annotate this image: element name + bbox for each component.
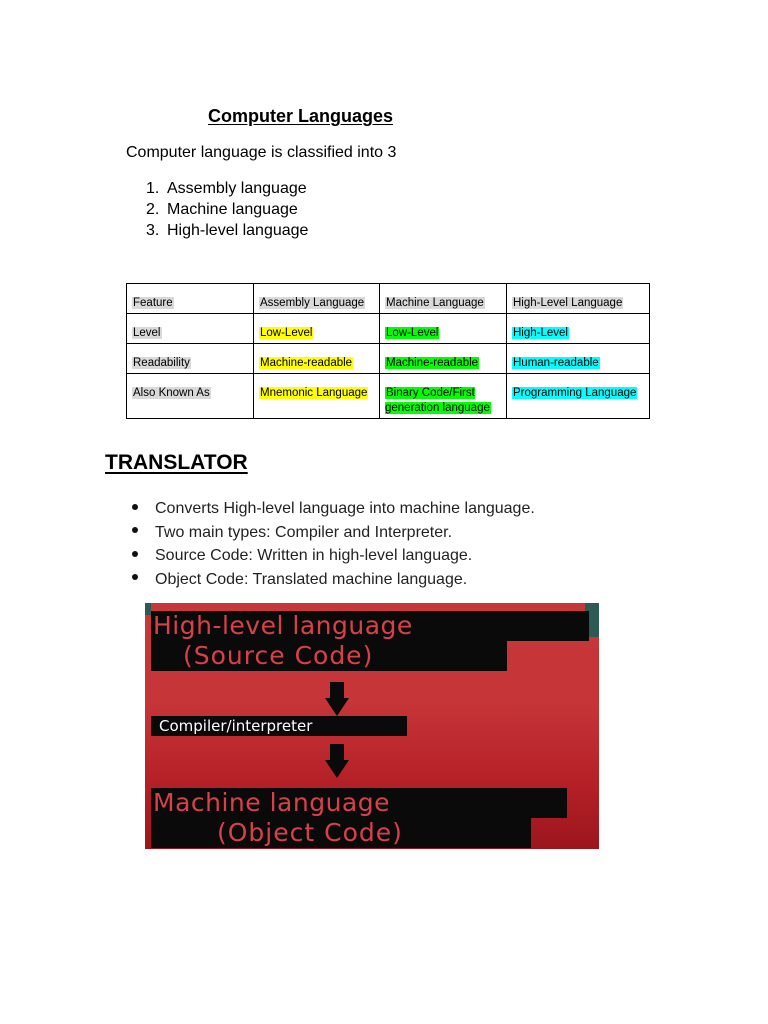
language-list [146, 178, 308, 241]
table-header-cell: Assembly Language [254, 284, 380, 314]
intro-text: Computer language is classified into 3 [126, 144, 397, 161]
bullet-icon [132, 527, 138, 533]
list-item: 3. High-level language [146, 222, 309, 239]
translator-heading: TRANSLATOR [105, 451, 248, 474]
target-label-line2: (Object Code) [151, 818, 531, 848]
table-header-row [127, 284, 650, 314]
list-item: 1. Assembly language [146, 180, 307, 197]
list-item: Object Code: Translated machine language. [132, 568, 535, 592]
table-cell: Machine-readable [254, 344, 380, 374]
translator-label: Compiler/interpreter [151, 716, 407, 736]
list-item: Converts High-level language into machine language. [132, 497, 535, 521]
table-cell: Also Known As [127, 374, 254, 419]
list-item: 2. Machine language [146, 201, 298, 218]
translator-bullets [132, 497, 535, 591]
target-label-line1: Machine language [151, 788, 567, 818]
bullet-icon [132, 574, 138, 580]
bullet-icon [132, 504, 138, 510]
table-cell: Low-Level [380, 314, 507, 344]
table-header-cell: High-Level Language [507, 284, 650, 314]
table-cell: Machine-readable [380, 344, 507, 374]
table-row [127, 314, 650, 344]
down-arrow-icon [325, 744, 349, 778]
table-cell: Human-readable [507, 344, 650, 374]
source-label-line1: High-level language [151, 611, 589, 641]
list-item: Source Code: Written in high-level language. [132, 544, 535, 568]
table-row [127, 344, 650, 374]
table-row [127, 374, 650, 419]
down-arrow-icon [325, 682, 349, 716]
table-cell: Readability [127, 344, 254, 374]
table-cell: Level [127, 314, 254, 344]
page-title: Computer Languages [208, 106, 394, 126]
table-cell: High-Level [507, 314, 650, 344]
table-header-cell: Feature [127, 284, 254, 314]
table-cell: Binary Code/First generation language [380, 374, 507, 419]
source-label-line2: (Source Code) [151, 641, 507, 671]
comparison-table [126, 283, 650, 419]
bullet-icon [132, 551, 138, 557]
table-cell: Programming Language [507, 374, 650, 419]
table-cell: Low-Level [254, 314, 380, 344]
list-item: Two main types: Compiler and Interpreter. [132, 521, 535, 545]
table-cell: Mnemonic Language [254, 374, 380, 419]
translator-diagram [145, 603, 599, 849]
table-header-cell: Machine Language [380, 284, 507, 314]
